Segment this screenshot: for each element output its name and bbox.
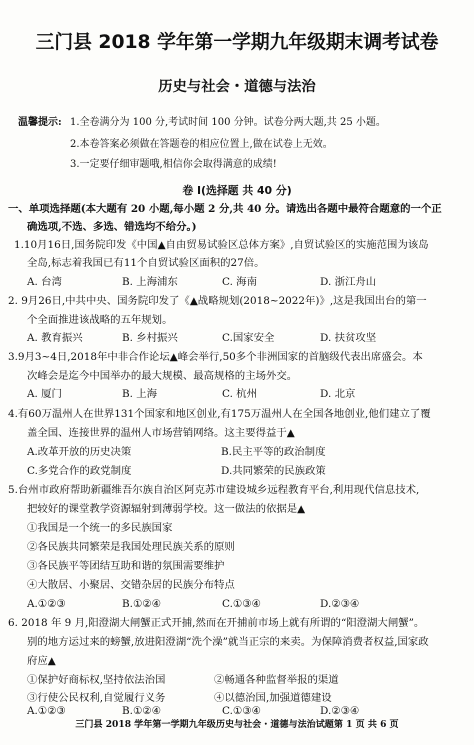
question-6-item-4: ④以德治国,加强道德建设 — [214, 692, 332, 704]
question-5-line-1: 5.台州市政府帮助新疆维吾尔族自治区阿克苏市建设城乡远程教育平台,利用现代信息技术, — [8, 484, 420, 496]
question-4-line-2: 盖全国、连接世界的温州人市场营销网络。这主要得益于▲ — [27, 427, 295, 439]
question-5-option-b: B.①②④ — [122, 598, 161, 610]
question-2-option-b: B. 乡村振兴 — [122, 332, 178, 344]
exam-title: 三门县 2018 学年第一学期九年级期末调考试卷 — [35, 32, 439, 53]
question-6-item-3: ③行使公民权利,自觉履行义务 — [27, 692, 166, 704]
question-2-option-d: D. 扶贫攻坚 — [320, 332, 377, 344]
question-3-option-d: D. 北京 — [320, 388, 356, 400]
question-5-item-3: ③各民族平等团结互助和谐的氛围需要维护 — [27, 560, 225, 572]
question-1-option-c: C. 海南 — [222, 276, 257, 288]
question-5-line-2: 把较好的课堂教学资源辐射到薄弱学校。这一做法的依据是▲ — [27, 503, 306, 515]
question-6-option-a: A.①②③ — [27, 705, 66, 717]
question-5-option-d: D.②③④ — [320, 598, 360, 610]
question-6-line-3: 府应▲ — [27, 655, 56, 667]
question-6-option-c: C.①③④ — [222, 705, 261, 717]
question-1-line-1: 1.10月16日,国务院印发《中国▲自由贸易试验区总体方案》,自贸试验区的实施范围为该岛 — [14, 239, 429, 251]
question-6-item-1: ①保护好商标权,坚持依法治国 — [27, 674, 166, 686]
question-4-option-d: D.共同繁荣的民族政策 — [221, 465, 326, 477]
question-6-line-1: 6. 2018 年 9 月,阳澄湖大闸蟹正式开捕,然而在开捕前市场上就有所谓的“阳澄湖大闸蟹”。 — [8, 617, 425, 629]
question-5-option-a: A.①②③ — [27, 598, 66, 610]
question-6-line-2: 别的地方运过来的螃蟹,放进阳澄湖“洗个澡”就当正宗的来卖。为保障消费者权益,国家政 — [27, 636, 429, 648]
question-3-line-2: 次峰会是迄今中国举办的最大规模、最高规格的主场外交。 — [27, 370, 298, 382]
question-2-option-a: A. 教育振兴 — [27, 332, 83, 344]
question-1-line-2: 全岛,标志着我国已有11个自贸试验区面积的27倍。 — [27, 257, 265, 269]
page-footer: 三门县 2018 学年第一学期九年级历史与社会・道德与法治试题第 1 页 共 6 页 — [75, 719, 399, 730]
question-5-option-c: C.①③④ — [222, 598, 261, 610]
notice-item-1: 1.全卷满分为 100 分,考试时间 100 分钟。试卷分两大题,共 25 小题。 — [70, 117, 386, 128]
question-4-option-b: B.民主平等的政治制度 — [221, 446, 326, 458]
question-1-option-a: A. 台湾 — [27, 276, 62, 288]
notice-item-2: 2.本卷答案必须做在答题卷的相应位置上,做在试卷上无效。 — [70, 139, 333, 150]
notice-item-3: 3.一定要仔细审题哦,相信你会取得满意的成绩! — [70, 159, 277, 170]
question-5-item-4: ④大散居、小聚居、交错杂居的民族分布特点 — [27, 579, 235, 591]
question-3-option-a: A. 厦门 — [27, 388, 62, 400]
question-4-option-c: C.多党合作的政党制度 — [27, 465, 132, 477]
question-1-option-d: D. 浙江舟山 — [320, 276, 377, 288]
question-3-option-b: B. 上海 — [122, 388, 158, 400]
question-2-line-2: 个全面推进该战略的五年规划。 — [27, 314, 173, 326]
question-6-item-2: ②畅通各种监督举报的渠道 — [214, 674, 339, 686]
section-heading-line-1: 一、单项选择题(本大题有 20 小题,每小题 2 分,共 40 分。请选出各题中最符合题意的一个正 — [8, 203, 442, 215]
section-heading-line-2: 确选项,不选、多选、错选均不给分。) — [27, 221, 197, 233]
question-2-option-c: C.国家安全 — [222, 332, 275, 344]
section-title: 卷 I(选择题 共 40 分) — [182, 184, 292, 197]
question-6-option-b: B.①②④ — [122, 705, 161, 717]
question-6-option-d: D.②③④ — [320, 705, 360, 717]
exam-subtitle: 历史与社会・道德与法治 — [158, 79, 316, 95]
question-4-line-1: 4.有60万温州人在世界131个国家和地区创业,有175万温州人在全国各地创业,他们建立了覆 — [8, 408, 431, 420]
question-3-line-1: 3.9月3~4日,2018年中非合作论坛▲峰会举行,50多个非洲国家的首脑级代表出席盛会。本 — [8, 351, 423, 363]
notice-label: 温馨提示: — [18, 117, 62, 128]
question-1-option-b: B. 上海浦东 — [122, 276, 178, 288]
question-2-line-1: 2. 9月26日,中共中央、国务院印发了《▲战略规划(2018~2022年)》,这是我国出台的第一 — [8, 295, 427, 307]
question-5-item-2: ②各民族共同繁荣是我国处理民族关系的原则 — [27, 541, 235, 553]
question-3-option-c: C. 杭州 — [222, 388, 257, 400]
question-5-item-1: ①我国是一个统一的多民族国家 — [27, 522, 173, 534]
question-4-option-a: A.改革开放的历史决策 — [27, 446, 132, 458]
